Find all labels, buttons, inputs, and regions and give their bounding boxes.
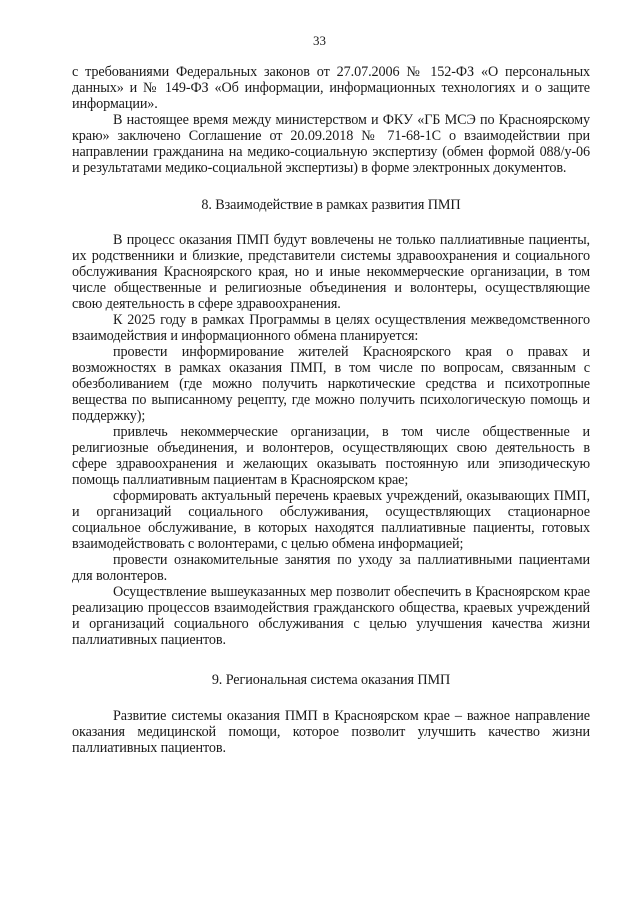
section8-list-item: провести ознакомительные занятия по уходу за паллиативными пациентами для волонтеров.	[72, 552, 590, 584]
section8-list-item: сформировать актуальный перечень краевых учреждений, оказывающих ПМП, и организаций социального обслуживания, осуществляющих стационарное социальное обслуживание, в которых находятся паллиативные пациенты, готовых взаимодействовать с волонтерами, с целью обмена информацией;	[72, 488, 590, 552]
page-number: 33	[313, 33, 326, 48]
document-body	[72, 64, 590, 756]
section8-paragraph: В процесс оказания ПМП будут вовлечены не только паллиативные пациенты, их родственники и близкие, представители системы здравоохранения и социального обслуживания Красноярского края, но и иные некоммерческие организации, в том числе общественные и религиозные объединения и волонтеры, осуществляющие свою деятельность в сфере здравоохранения.	[72, 232, 590, 312]
section-heading-8: 8. Взаимодействие в рамках развития ПМП	[201, 197, 461, 213]
section8-list-item: привлечь некоммерческие организации, в том числе общественные и религиозные объединения, и волонтеров, осуществляющих свою деятельность в сфере здравоохранения и желающих оказывать постоянную или эпизодическую помощь паллиативным пациентам в Красноярском крае;	[72, 424, 590, 488]
section8-paragraph: Осуществление вышеуказанных мер позволит обеспечить в Красноярском крае реализацию процессов взаимодействия гражданского общества, краевых учреждений и организаций социального обслуживания с целью улучшения качества жизни паллиативных пациентов.	[72, 584, 590, 648]
section9-paragraph: Развитие системы оказания ПМП в Красноярском крае – важное направление оказания медицинской помощи, которое позволит улучшить качество жизни паллиативных пациентов.	[72, 708, 590, 756]
section-heading-9: 9. Региональная система оказания ПМП	[211, 672, 451, 688]
paragraph-continued: с требованиями Федеральных законов от 27.07.2006 № 152-ФЗ «О персональных данных» и № 149-ФЗ «Об информации, информационных технологиях и о защите информации».	[72, 64, 590, 112]
section8-paragraph: К 2025 году в рамках Программы в целях осуществления межведомственного взаимодействия и информационного обмена планируется:	[72, 312, 590, 344]
paragraph-agreement: В настоящее время между министерством и ФКУ «ГБ МСЭ по Красноярскому краю» заключено Соглашение от 20.09.2018 № 71-68-1С о взаимодействии при направлении гражданина на медико-социальную экспертизу (обмен формой 088/у-06 и результатами медико-социальной экспертизы) в форме электронных документов.	[72, 112, 590, 176]
section8-list-item: провести информирование жителей Красноярского края о правах и возможностях в рамках оказания ПМП, в том числе по вопросам, связанным с обезболиванием (где можно получить наркотические средства и психотропные вещества по выписанному рецепту, где можно получить психологическую помощь и поддержку);	[72, 344, 590, 424]
